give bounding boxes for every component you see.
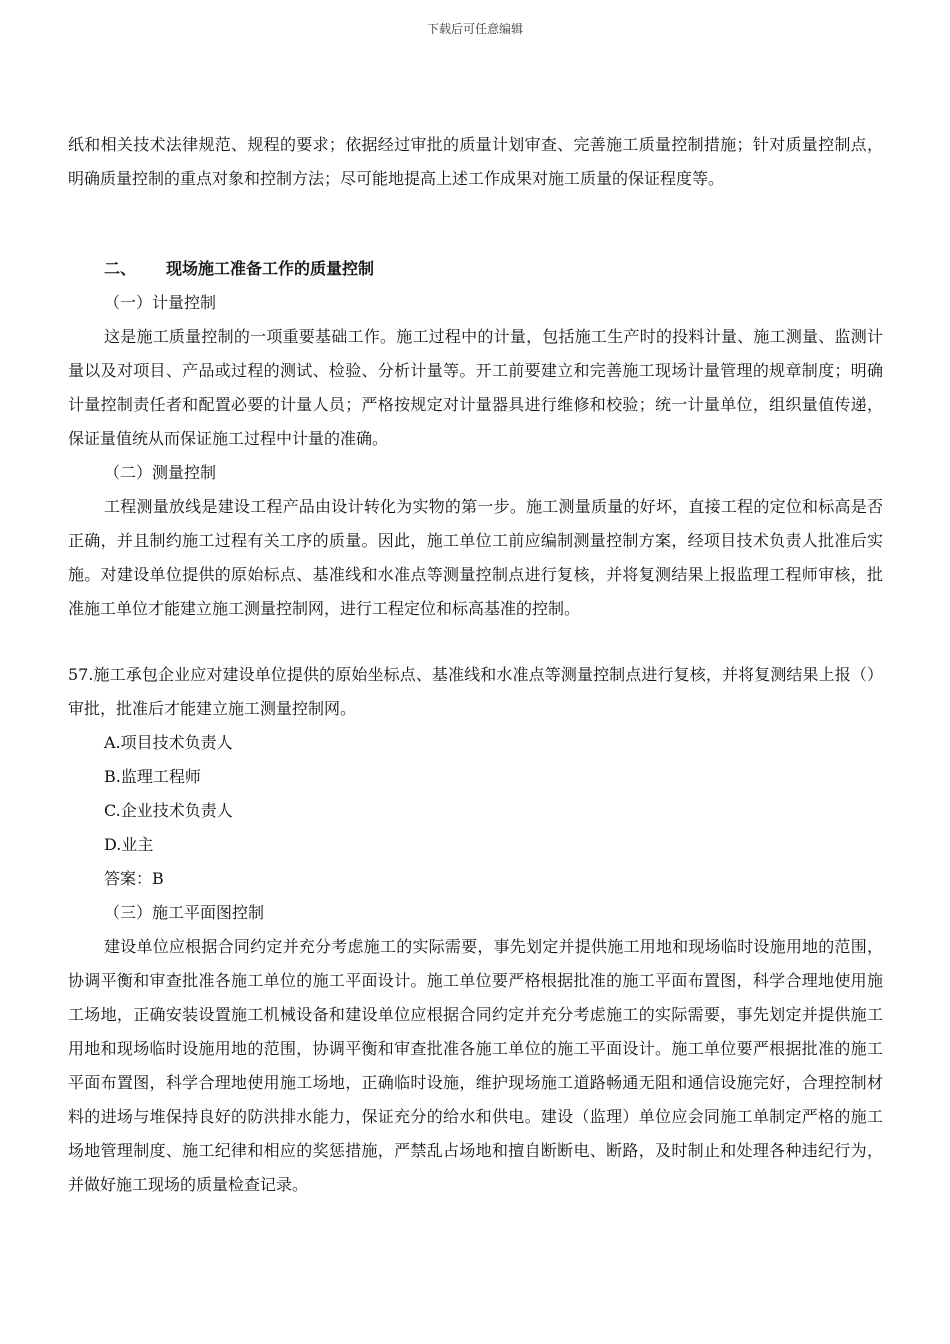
question-option-c: C.企业技术负责人 bbox=[104, 801, 233, 820]
subsection-text-1: 这是施工质量控制的一项重要基础工作。施工过程中的计量，包括施工生产时的投料计量、施工测量、监测计量以及对项目、产品或过程的测试、检验、分析计量等。开工前要建立和完善施工现场计量管理的规章制度；明确计量控制责任者和配置必要的计量人员；严格按规定对计量器具进行维修和校验；统一计量单位，组织量值传递，保证量值统从而保证施工过程中计量的准确。 bbox=[68, 327, 883, 448]
document-body bbox=[68, 128, 883, 1202]
intro-paragraph: 纸和相关技术法律规范、规程的要求；依据经过审批的质量计划审查、完善施工质量控制措施；针对质量控制点，明确质量控制的重点对象和控制方法；尽可能地提高上述工作成果对施工质量的保证程度等。 bbox=[68, 135, 883, 188]
question-option-a: A.项目技术负责人 bbox=[104, 733, 233, 752]
subsection-heading-3: （三）施工平面图控制 bbox=[104, 903, 265, 922]
section-heading bbox=[68, 252, 883, 286]
question-stem: 57.施工承包企业应对建设单位提供的原始坐标点、基准线和水准点等测量控制点进行复核，并将复测结果上报（）审批，批准后才能建立施工测量控制网。 bbox=[68, 665, 883, 718]
page-header: 下载后可任意编辑 bbox=[426, 22, 523, 36]
subsection-text-3: 建设单位应根据合同约定并充分考虑施工的实际需要，事先划定并提供施工用地和现场临时设施用地的范围，协调平衡和审查批准各施工单位的施工平面设计。施工单位要严格根据批准的施工平面布置图，科学合理地使用施工场地，正确安装设置施工机械设备和建设单位应根据合同约定并充分考虑施工的实际需要，事先划定并提供施工用地和现场临时设施用地的范围，协调平衡和审查批准各施工单位的施工平面设计。施工单位要严根据批准的施工平面布置图，科学合理地使用施工场地，正确临时设施，维护现场施工道路畅通无阻和通信设施完好，合理控制材料的进场与堆保持良好的防洪排水能力，保证充分的给水和供电。建设（监理）单位应会同施工单制定严格的施工场地管理制度、施工纪律和相应的奖惩措施，严禁乱占场地和擅自断断电、断路，及时制止和处理各种违纪行为，并做好施工现场的质量检查记录。 bbox=[68, 937, 883, 1194]
question-option-d: D.业主 bbox=[104, 835, 154, 854]
section-number: 二、 bbox=[104, 259, 137, 278]
subsection-heading-2: （二）测量控制 bbox=[104, 463, 217, 482]
question-answer: 答案：B bbox=[104, 869, 164, 888]
subsection-text-2: 工程测量放线是建设工程产品由设计转化为实物的第一步。施工测量质量的好坏，直接工程的定位和标高是否正确，并且制约施工过程有关工序的质量。因此，施工单位工前应编制测量控制方案，经项目技术负责人批准后实施。对建设单位提供的原始标点、基准线和水准点等测量控制点进行复核，并将复测结果上报监理工程师审核，批准施工单位才能建立施工测量控制网，进行工程定位和标高基准的控制。 bbox=[68, 497, 883, 618]
section-title: 现场施工准备工作的质量控制 bbox=[166, 259, 375, 278]
question-option-b: B.监理工程师 bbox=[104, 767, 201, 786]
subsection-heading-1: （一）计量控制 bbox=[104, 293, 217, 312]
